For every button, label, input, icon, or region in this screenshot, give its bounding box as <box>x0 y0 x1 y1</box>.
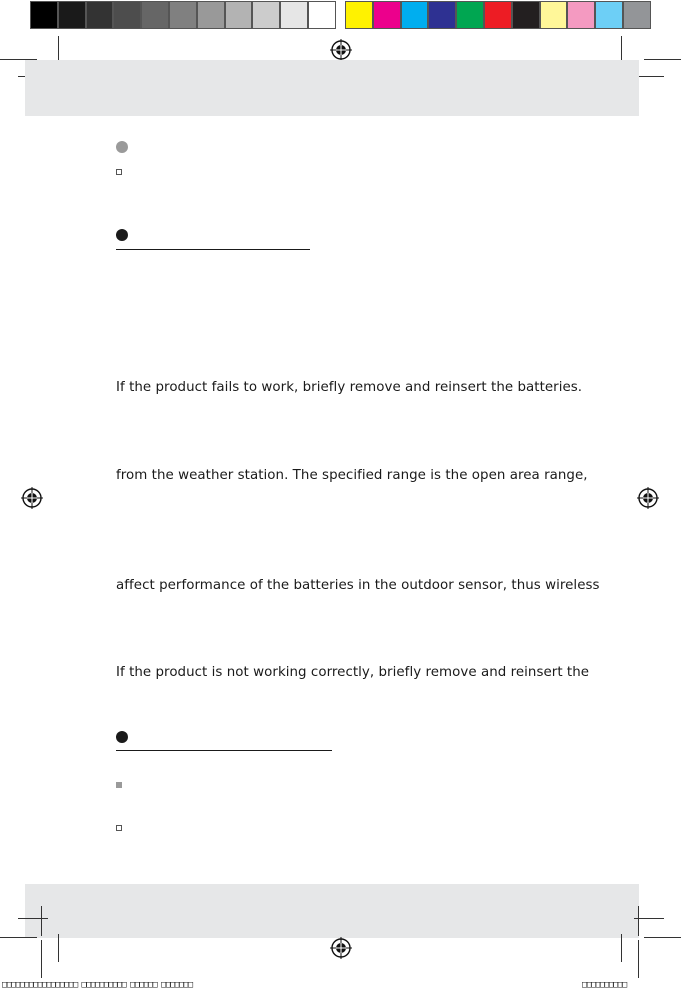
color-swatch <box>540 1 568 29</box>
color-swatch <box>373 1 401 29</box>
crop-mark <box>638 940 639 978</box>
section-bullet <box>116 229 128 241</box>
gray-swatch <box>308 1 336 29</box>
section-heading-rule <box>116 750 332 751</box>
section-bullet <box>116 731 128 743</box>
crop-mark <box>644 937 681 938</box>
paragraph-line: affect performance of the batteries in the outdoor sensor, thus wireless <box>116 578 600 593</box>
gray-swatch <box>30 1 58 29</box>
crop-mark <box>638 906 639 936</box>
color-swatch <box>456 1 484 29</box>
color-swatch <box>484 1 512 29</box>
footer-code-right: □□□□□□□□□□ <box>582 980 627 990</box>
section-bullet-grey <box>116 141 128 153</box>
crop-mark <box>41 906 42 936</box>
square-bullet-filled <box>116 782 122 788</box>
gray-swatch <box>197 1 225 29</box>
color-swatch <box>512 1 540 29</box>
crop-mark <box>58 934 59 962</box>
gray-swatch <box>86 1 114 29</box>
gray-swatch <box>141 1 169 29</box>
registration-mark-icon <box>21 487 43 509</box>
registration-mark-icon <box>330 39 352 61</box>
checkbox-bullet <box>116 169 122 175</box>
color-swatch <box>401 1 429 29</box>
gray-swatch <box>280 1 308 29</box>
gray-swatch <box>58 1 86 29</box>
gray-swatch <box>169 1 197 29</box>
registration-mark-icon <box>330 937 352 959</box>
crop-mark <box>41 940 42 978</box>
color-swatch <box>623 1 651 29</box>
crop-mark <box>0 937 37 938</box>
color-swatch <box>345 1 373 29</box>
header-band <box>25 60 639 116</box>
color-swatch <box>595 1 623 29</box>
crop-mark <box>644 59 681 60</box>
gray-swatch <box>113 1 141 29</box>
gray-swatch <box>225 1 253 29</box>
section-heading-rule <box>116 249 310 250</box>
footer-band <box>25 884 639 938</box>
checkbox-bullet <box>116 825 122 831</box>
paragraph-line: If the product fails to work, briefly remove and reinsert the batteries. <box>116 380 583 395</box>
paragraph-line: If the product is not working correctly, briefly remove and reinsert the <box>116 665 590 680</box>
color-swatch <box>428 1 456 29</box>
crop-mark <box>18 918 48 919</box>
crop-mark <box>621 934 622 962</box>
registration-mark-icon <box>637 487 659 509</box>
footer-code-left: □□□□□□□□□□□□□□□□□ □□□□□□□□□□ □□□□□□ □□□□□□□ <box>2 980 192 990</box>
gray-swatch <box>252 1 280 29</box>
paragraph-line: from the weather station. The specified range is the open area range, <box>116 468 588 483</box>
color-swatch <box>567 1 595 29</box>
